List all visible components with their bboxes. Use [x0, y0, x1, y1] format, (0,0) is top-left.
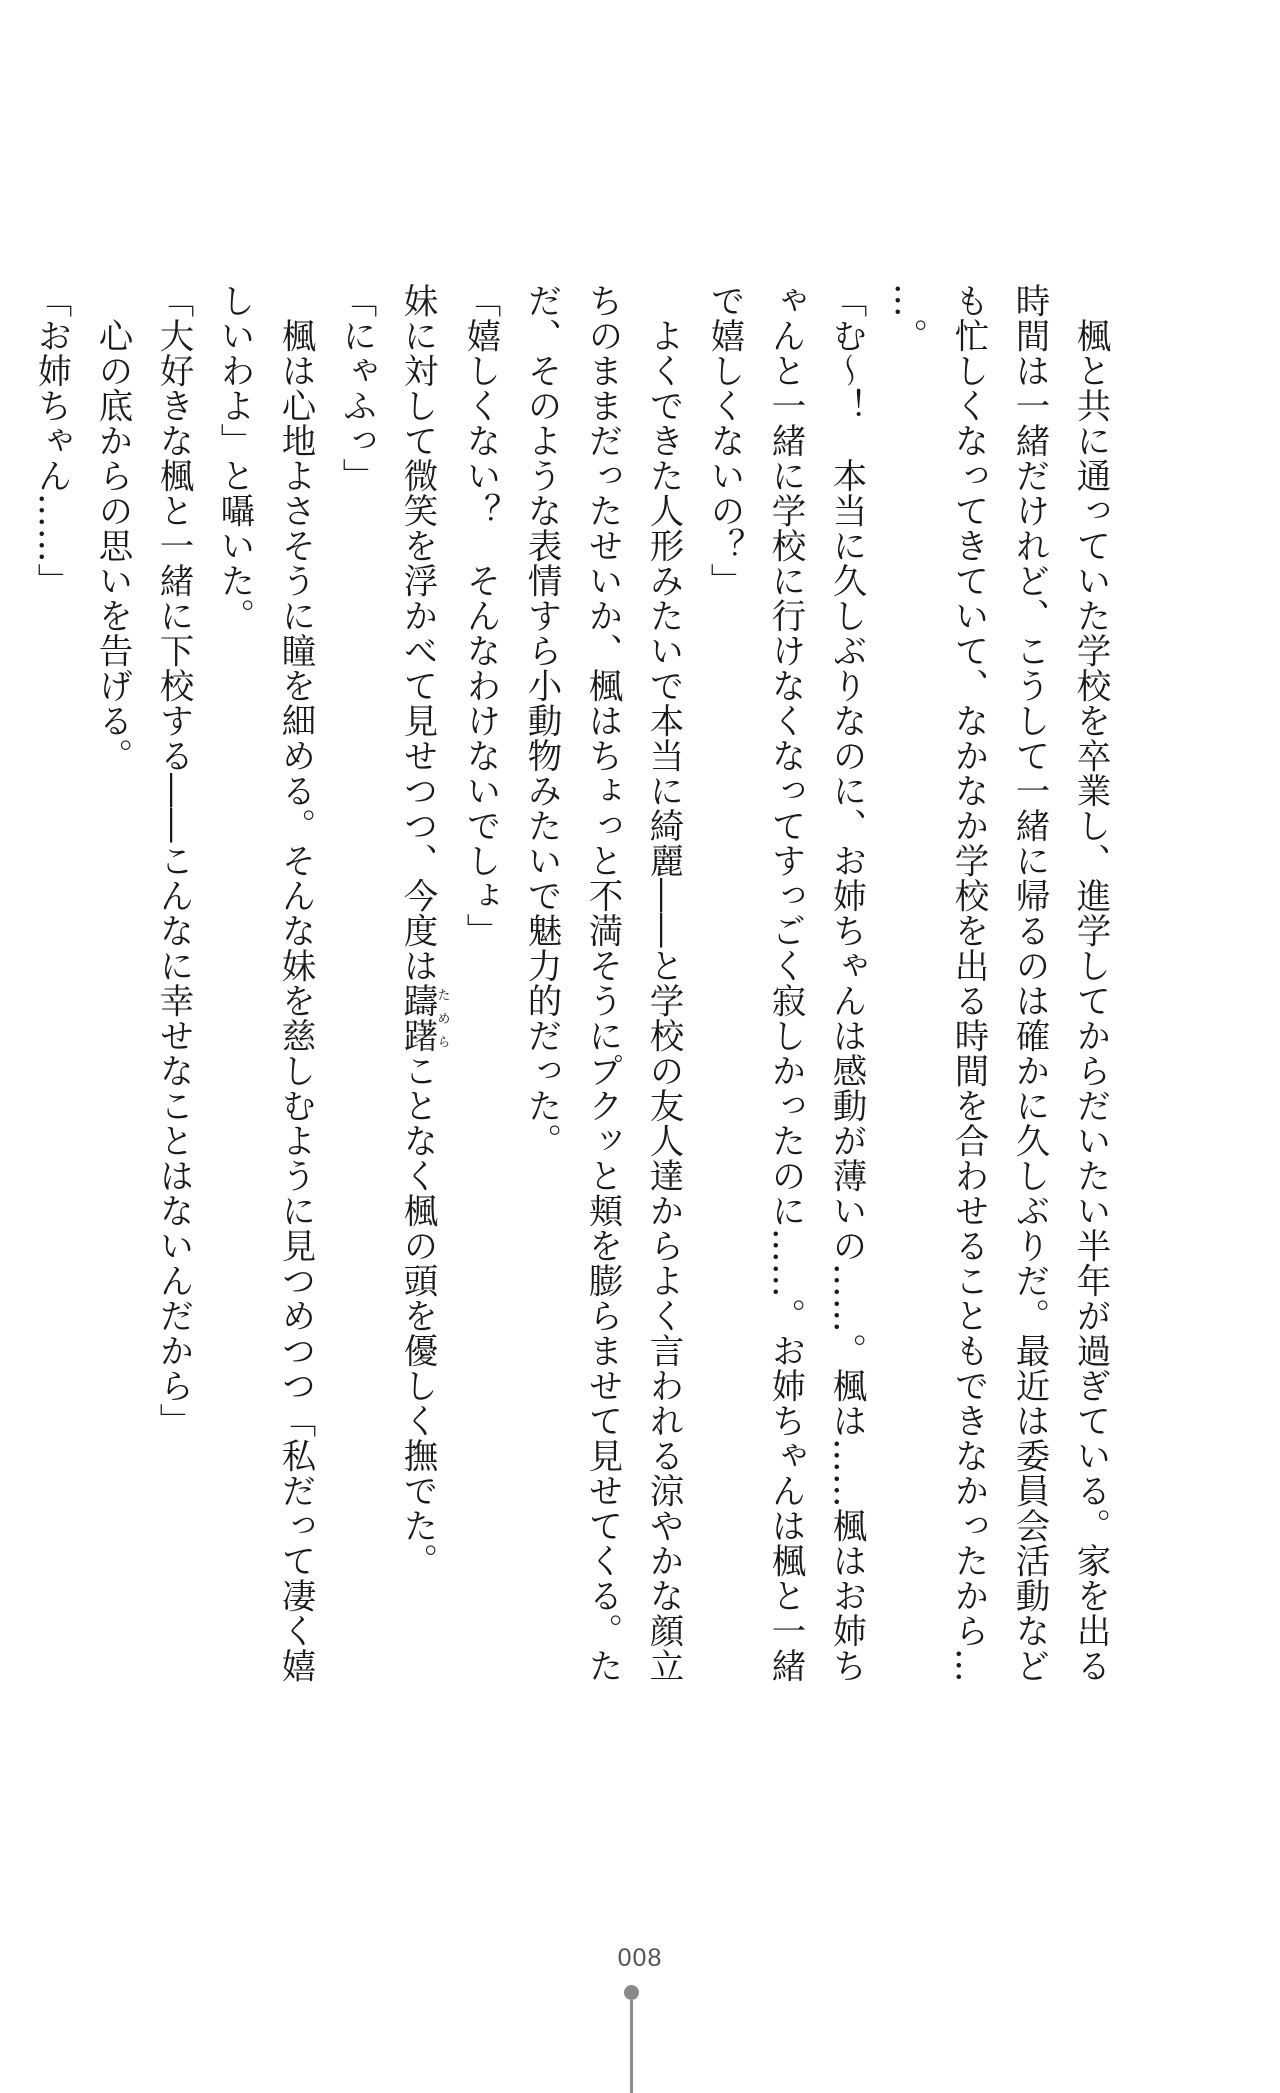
text-line-12 — [386, 283, 449, 1703]
text-line-11: 「嬉しくない？ そんなわけないでしょ」 — [460, 283, 500, 948]
text-line-6: ゃんと一緒に学校に行けなくなってすっごく寂しかったのに……。お姉ちゃんは楓と一緒 — [765, 283, 805, 1683]
text-line-7: で嬉しくないの？」 — [704, 283, 744, 598]
text-line-16: 「大好きな楓と一緒に下校する――こんなに幸せなことはないんだから」 — [153, 283, 193, 1438]
text-line-17: 心の底からの思いを告げる。 — [92, 283, 132, 773]
vertical-body-text — [20, 283, 1120, 1703]
text-line-5: 「む～！ 本当に久しぶりなのに、お姉ちゃんは感動が薄いの……。楓は……楓はお姉ち — [826, 283, 866, 1683]
text-line-4: …。 — [887, 283, 927, 353]
text-line-15: しいわよ」と囁いた。 — [214, 283, 254, 633]
text-line-18: 「お姉ちゃん……」 — [31, 283, 71, 598]
text-line-3: も忙しくなってきていて、なかなか学校を出る時間を合わせることもできなかったから… — [948, 283, 988, 1683]
page-marker-line — [630, 2000, 633, 2093]
page-marker-dot — [624, 1985, 639, 2000]
ruby-reading: ためら — [434, 983, 450, 1053]
ruby-word — [397, 983, 450, 1053]
text-line-12-end: ことなく楓の頭を優しく撫でた。 — [397, 1053, 437, 1578]
text-line-1: 楓と共に通っていた学校を卒業し、進学してからだいたい半年が過ぎている。家を出る — [1070, 283, 1110, 1683]
text-line-9: ちのままだったせいか、楓はちょっと不満そうにプクッと頬を膨らませて見せてくる。た — [582, 283, 622, 1683]
ruby-base: 躊躇 — [397, 983, 437, 1053]
text-line-8: よくできた人形みたいで本当に綺麗――と学校の友人達からよく言われる涼やかな顔立 — [643, 283, 683, 1683]
text-line-14: 楓は心地よさそうに瞳を細める。そんな妹を慈しむように見つめつつ「私だって凄く嬉 — [275, 283, 315, 1683]
text-line-13: 「にゃふっ」 — [336, 283, 376, 493]
text-line-10: だ、そのような表情すら小動物みたいで魅力的だった。 — [521, 283, 561, 1158]
page-number: 008 — [617, 1944, 663, 1972]
text-line-2: 時間は一緒だけれど、こうして一緒に帰るのは確かに久しぶりだ。最近は委員会活動など — [1009, 283, 1049, 1683]
text-line-12-start: 妹に対して微笑を浮かべて見せつつ、今度は — [397, 283, 437, 983]
